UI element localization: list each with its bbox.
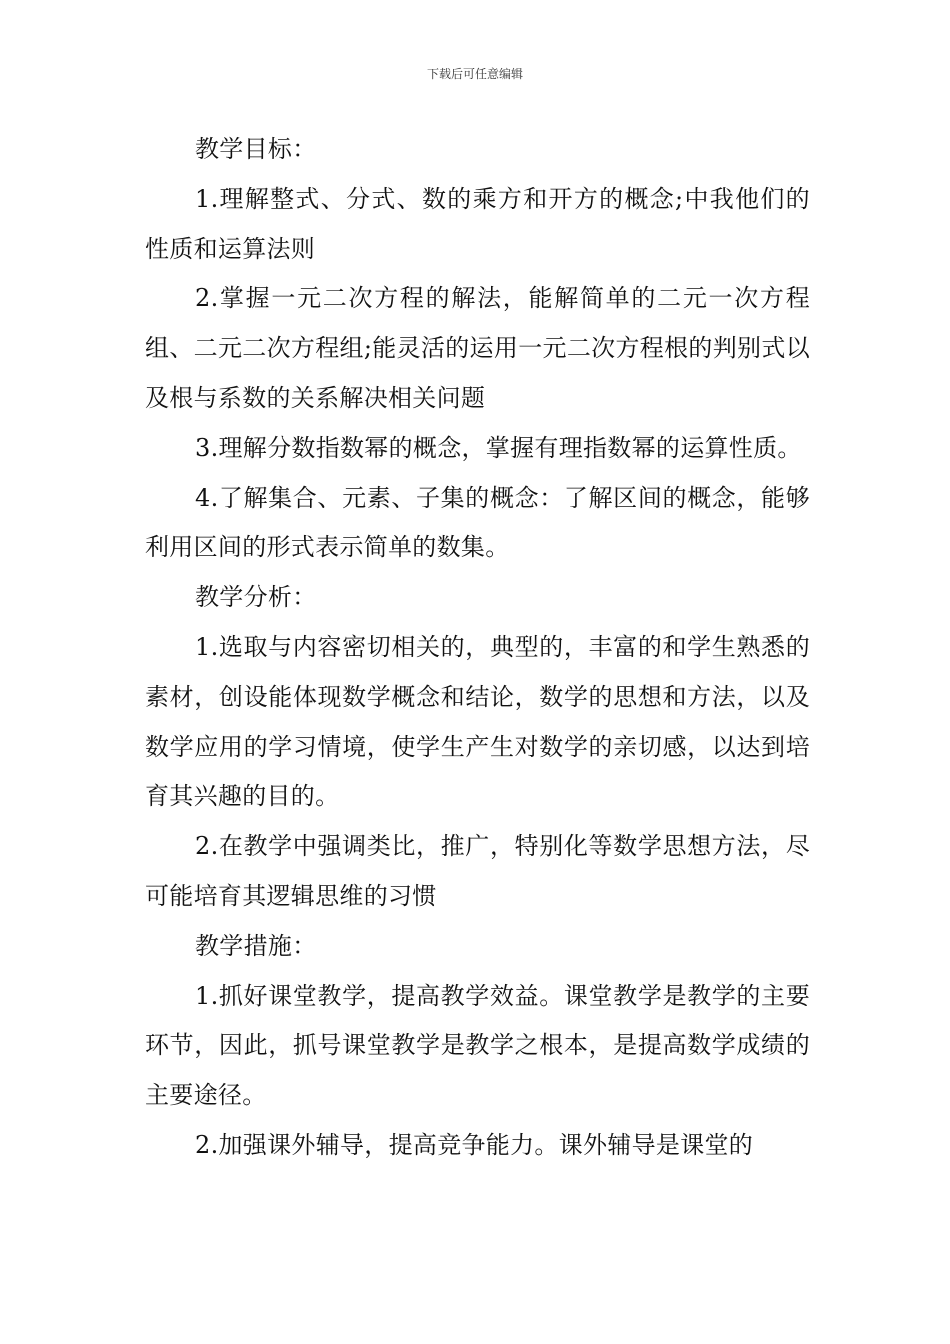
- goal-item-2: 2.掌握一元二次方程的解法，能解简单的二元一次方程组、二元二次方程组;能灵活的运用一元二次方程根的判别式以及根与系数的关系解决相关问题: [145, 284, 810, 412]
- measure-item-2: 2.加强课外辅导，提高竞争能力。课外辅导是课堂的: [195, 1130, 754, 1159]
- goal-item-3: 3.理解分数指数幂的概念，掌握有理指数幂的运算性质。: [195, 433, 802, 462]
- goal-item-4: 4.了解集合、元素、子集的概念：了解区间的概念，能够利用区间的形式表示简单的数集。: [145, 483, 810, 562]
- page-header: 下载后可任意编辑: [426, 67, 523, 81]
- analysis-item-2: 2.在教学中强调类比，推广，特别化等数学思想方法，尽可能培育其逻辑思维的习惯: [145, 832, 810, 910]
- goal-item-1: 1.理解整式、分式、数的乘方和开方的概念;中我他们的性质和运算法则: [145, 184, 810, 263]
- section-heading-teaching-goals: 教学目标：: [195, 135, 317, 163]
- section-heading-teaching-analysis: 教学分析：: [195, 583, 317, 612]
- analysis-item-1: 1.选取与内容密切相关的，典型的，丰富的和学生熟悉的素材，创设能体现数学概念和结论，数学的思想和方法，以及数学应用的学习情境，使学生产生对数学的亲切感，以达到培育其兴趣的目的。: [145, 632, 810, 811]
- document-body: [145, 125, 810, 1171]
- measure-item-1: 1.抓好课堂教学，提高教学效益。课堂教学是教学的主要环节，因此，抓号课堂教学是教学之根本，是提高数学成绩的主要途径。: [145, 981, 810, 1110]
- section-heading-teaching-measures: 教学措施：: [195, 931, 317, 960]
